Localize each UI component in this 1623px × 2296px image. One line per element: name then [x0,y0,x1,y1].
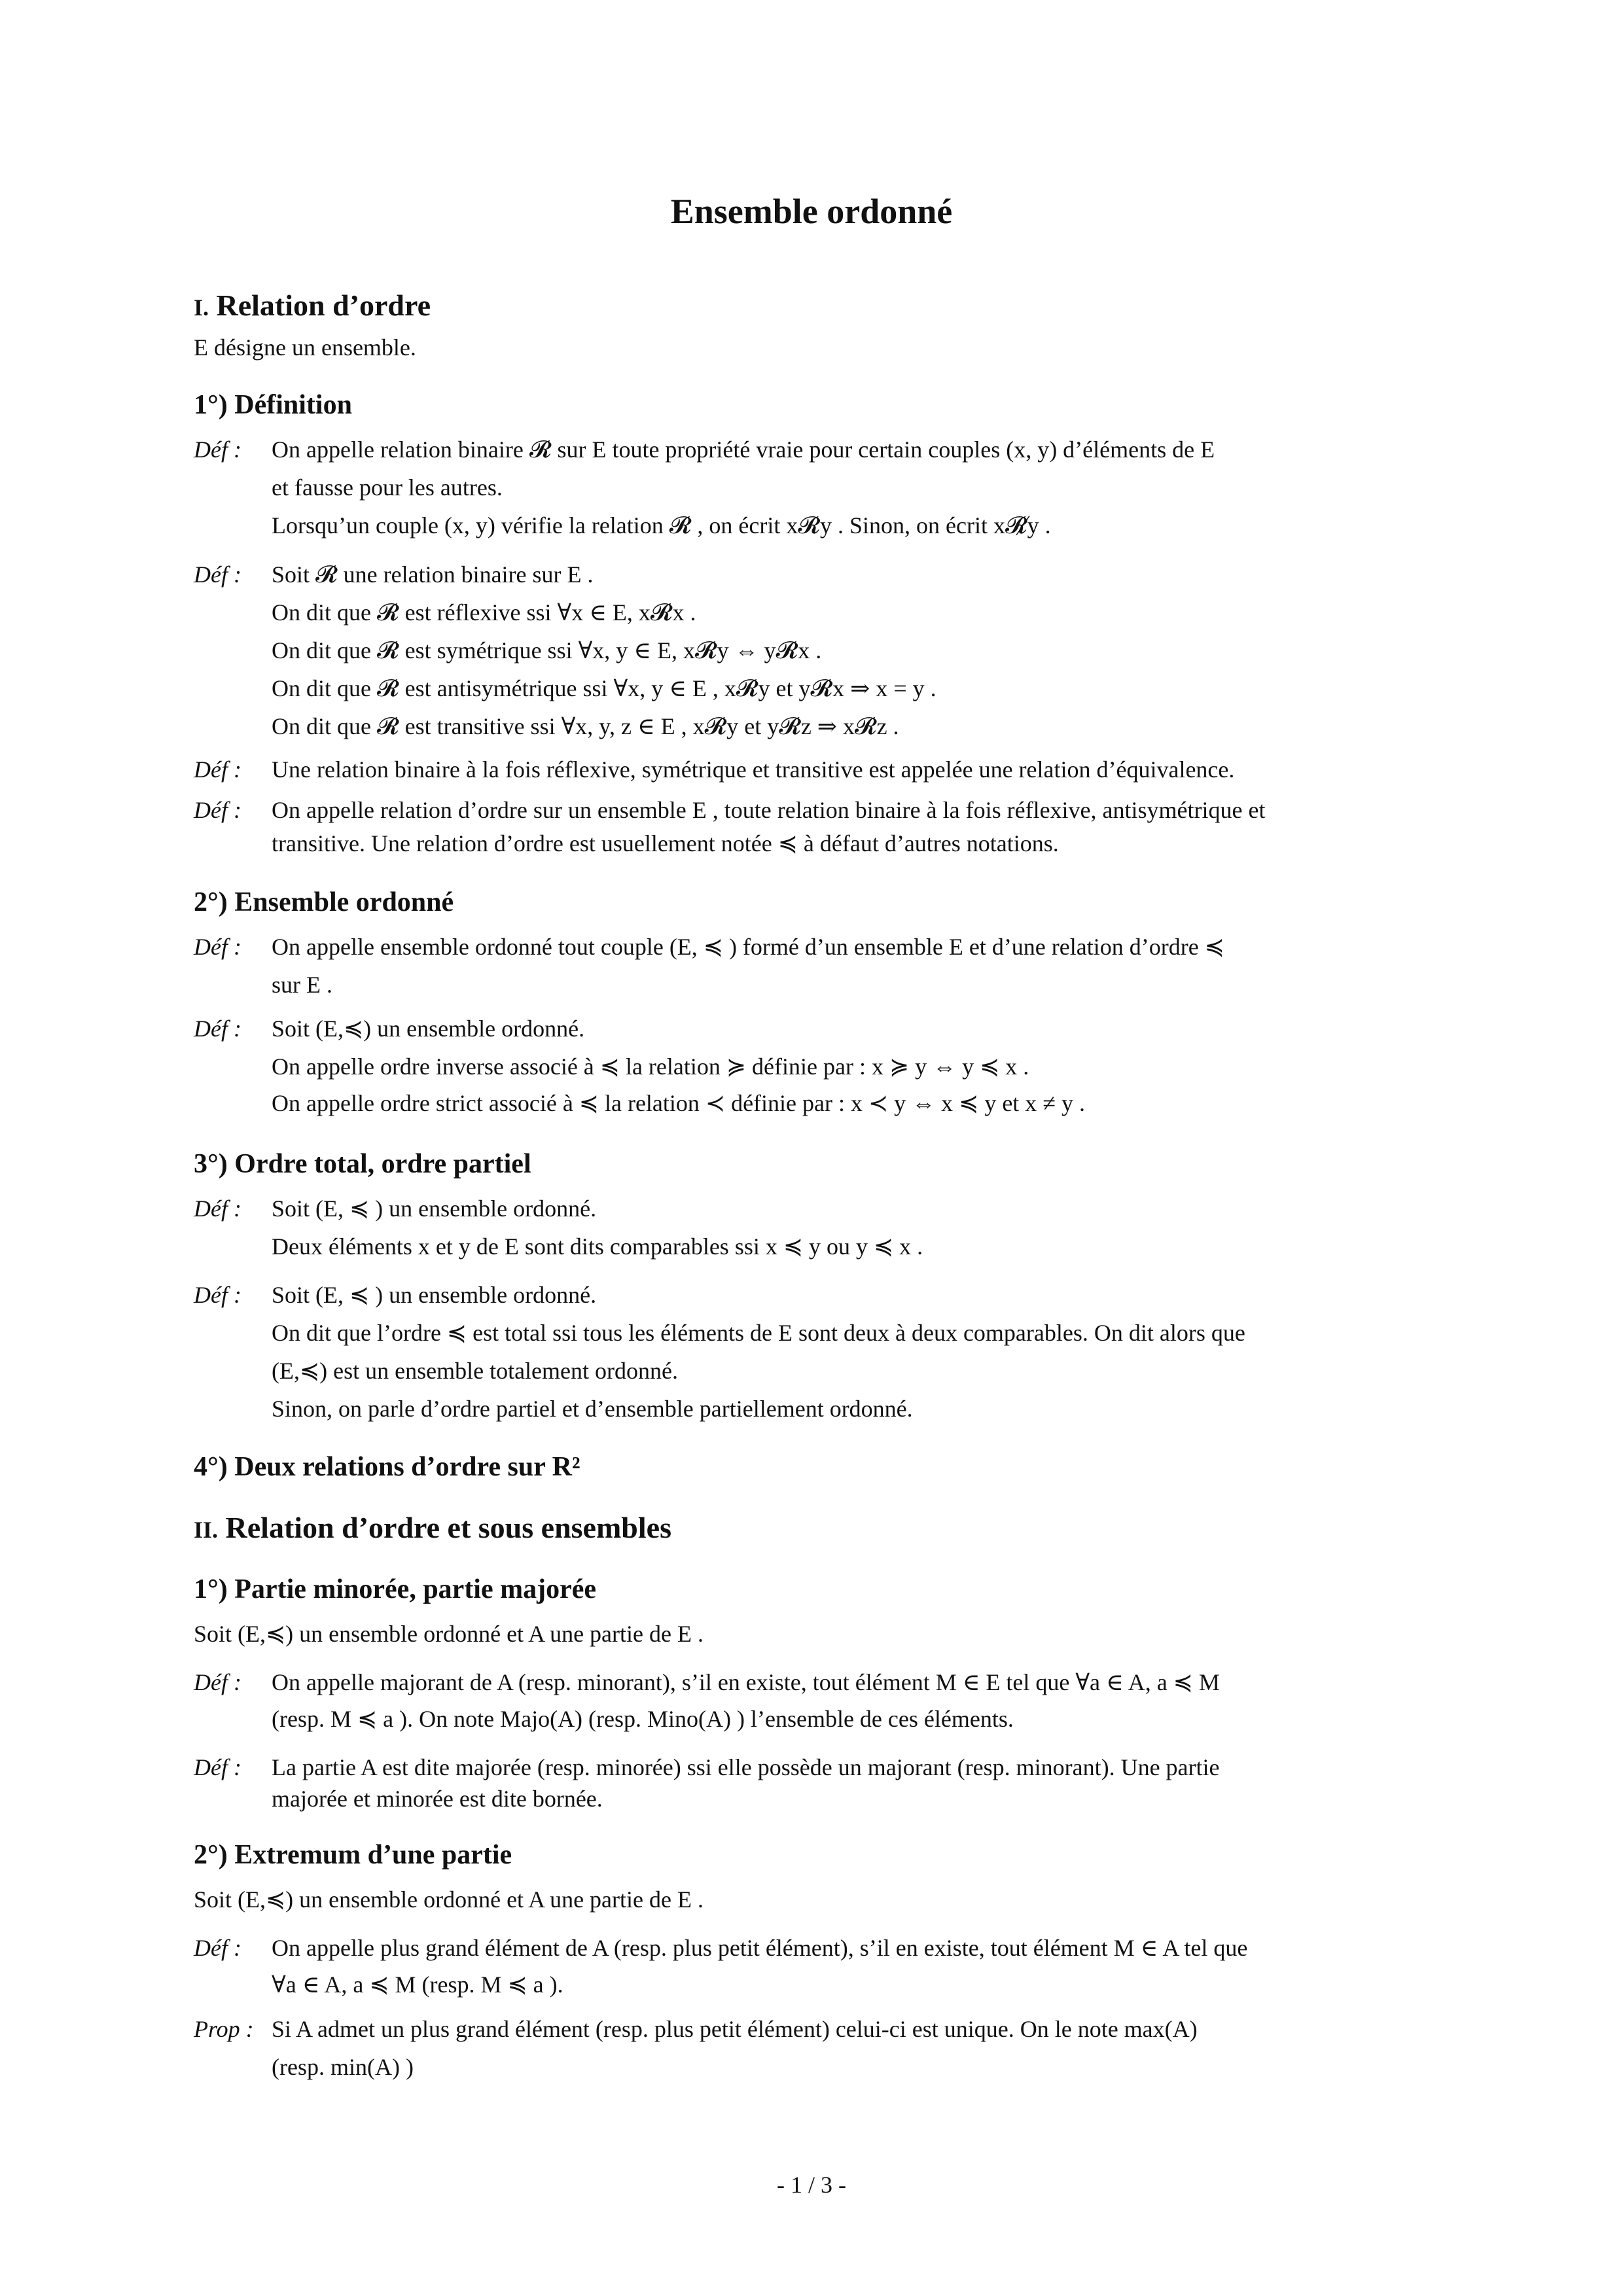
definition-line: (E,≼) est un ensemble totalement ordonné. [272,1358,678,1384]
subsection-heading: 1°) Partie minorée, partie majorée [194,1574,597,1604]
definition-line: On dit que 𝓡 est symétrique ssi ∀x, y ∈ E, x𝓡y ⇔ y𝓡x . [272,637,822,663]
subsection-heading: 2°) Ensemble ordonné [194,887,454,917]
proposition-line: (resp. min(A) ) [272,2054,414,2080]
definition-line: ∀a ∈ A, a ≼ M (resp. M ≼ a ). [272,1971,563,1998]
definition-line: On appelle ordre inverse associé à ≼ la relation ≽ définie par : x ≽ y ⇔ y ≼ x . [272,1053,1029,1080]
definition-line: Deux éléments x et y de E sont dits comparables ssi x ≼ y ou y ≼ x . [272,1233,923,1260]
definition-label: Déf : [194,1754,241,1780]
definition-line: majorée et minorée est dite bornée. [272,1786,603,1812]
section-intro: E désigne un ensemble. [194,334,416,361]
subsection-intro: Soit (E,≼) un ensemble ordonné et A une partie de E . [194,1621,704,1647]
definition-line: Soit (E, ≼ ) un ensemble ordonné. [272,1195,597,1222]
section-number: I. [194,294,209,321]
section-title: Relation d’ordre et sous ensembles [225,1511,671,1544]
definition-label: Déf : [194,1016,241,1042]
section-number: II. [194,1517,219,1543]
definition-label: Déf : [194,1669,241,1695]
definition-line: On appelle ordre strict associé à ≼ la relation ≺ définie par : x ≺ y ⇔ x ≼ y et x ≠ y . [272,1090,1086,1116]
subsection-heading: 3°) Ordre total, ordre partiel [194,1149,531,1179]
proposition-line: Si A admet un plus grand élément (resp. plus petit élément) celui-ci est unique. On le note max(A) [272,2016,1198,2042]
proposition-label: Prop : [194,2016,254,2042]
definition-line: Soit (E, ≼ ) un ensemble ordonné. [272,1282,597,1308]
section-heading-2 [194,1510,671,1545]
definition-line: On dit que l’ordre ≼ est total ssi tous les éléments de E sont deux à deux comparables. On dit alors que [272,1320,1245,1346]
definition-line: On appelle ensemble ordonné tout couple (E, ≼ ) formé d’un ensemble E et d’une relation d’ordre ≼ [272,934,1224,960]
definition-line: sur E . [272,972,332,998]
section-title: Relation d’ordre [216,289,431,322]
definition-label: Déf : [194,1935,241,1961]
subsection-intro: Soit (E,≼) un ensemble ordonné et A une partie de E . [194,1886,704,1913]
subsection-heading: 2°) Extremum d’une partie [194,1840,512,1870]
section-heading-1 [194,288,431,323]
definition-line: Soit 𝓡 une relation binaire sur E . [272,561,594,588]
definition-line: Soit (E,≼) un ensemble ordonné. [272,1016,585,1042]
page-number: - 1 / 3 - [777,2172,846,2198]
definition-line: (resp. M ≼ a ). On note Majo(A) (resp. Mino(A) ) l’ensemble de ces éléments. [272,1706,1014,1732]
definition-label: Déf : [194,436,241,463]
definition-line: On appelle majorant de A (resp. minorant), s’il en existe, tout élément M ∈ E tel que ∀a ∈ A, a ≼ M [272,1669,1220,1695]
definition-line: Sinon, on parle d’ordre partiel et d’ensemble partiellement ordonné. [272,1396,913,1422]
definition-label: Déf : [194,1282,241,1308]
definition-line: La partie A est dite majorée (resp. minorée) ssi elle possède un majorant (resp. minorant). Une partie [272,1754,1220,1780]
definition-line: transitive. Une relation d’ordre est usuellement notée ≼ à défaut d’autres notations. [272,830,1059,857]
definition-label: Déf : [194,934,241,960]
definition-line: On dit que 𝓡 est réflexive ssi ∀x ∈ E, x𝓡x . [272,599,696,626]
definition-line: On appelle relation d’ordre sur un ensemble E , toute relation binaire à la fois réflexive, antisymétrique et [272,797,1266,823]
definition-line: Une relation binaire à la fois réflexive, symétrique et transitive est appelée une relation d’équivalence. [272,756,1235,783]
definition-line: On appelle plus grand élément de A (resp. plus petit élément), s’il en existe, tout élément M ∈ A tel que [272,1935,1248,1961]
definition-line: On appelle relation binaire 𝓡 sur E toute propriété vraie pour certain couples (x, y) d’éléments de E [272,436,1215,463]
definition-line: et fausse pour les autres. [272,474,503,501]
definition-line: On dit que 𝓡 est transitive ssi ∀x, y, z ∈ E , x𝓡y et y𝓡z ⇒ x𝓡z . [272,713,899,739]
definition-label: Déf : [194,797,241,823]
subsection-heading: 4°) Deux relations d’ordre sur R² [194,1452,580,1482]
page-title: Ensemble ordonné [670,192,953,231]
subsection-heading: 1°) Définition [194,390,352,420]
definition-label: Déf : [194,561,241,588]
definition-line: On dit que 𝓡 est antisymétrique ssi ∀x, y ∈ E , x𝓡y et y𝓡x ⇒ x = y . [272,675,936,701]
definition-line: Lorsqu’un couple (x, y) vérifie la relation 𝓡 , on écrit x𝓡y . Sinon, on écrit x𝓡̸y . [272,512,1051,539]
definition-label: Déf : [194,756,241,783]
definition-label: Déf : [194,1195,241,1222]
